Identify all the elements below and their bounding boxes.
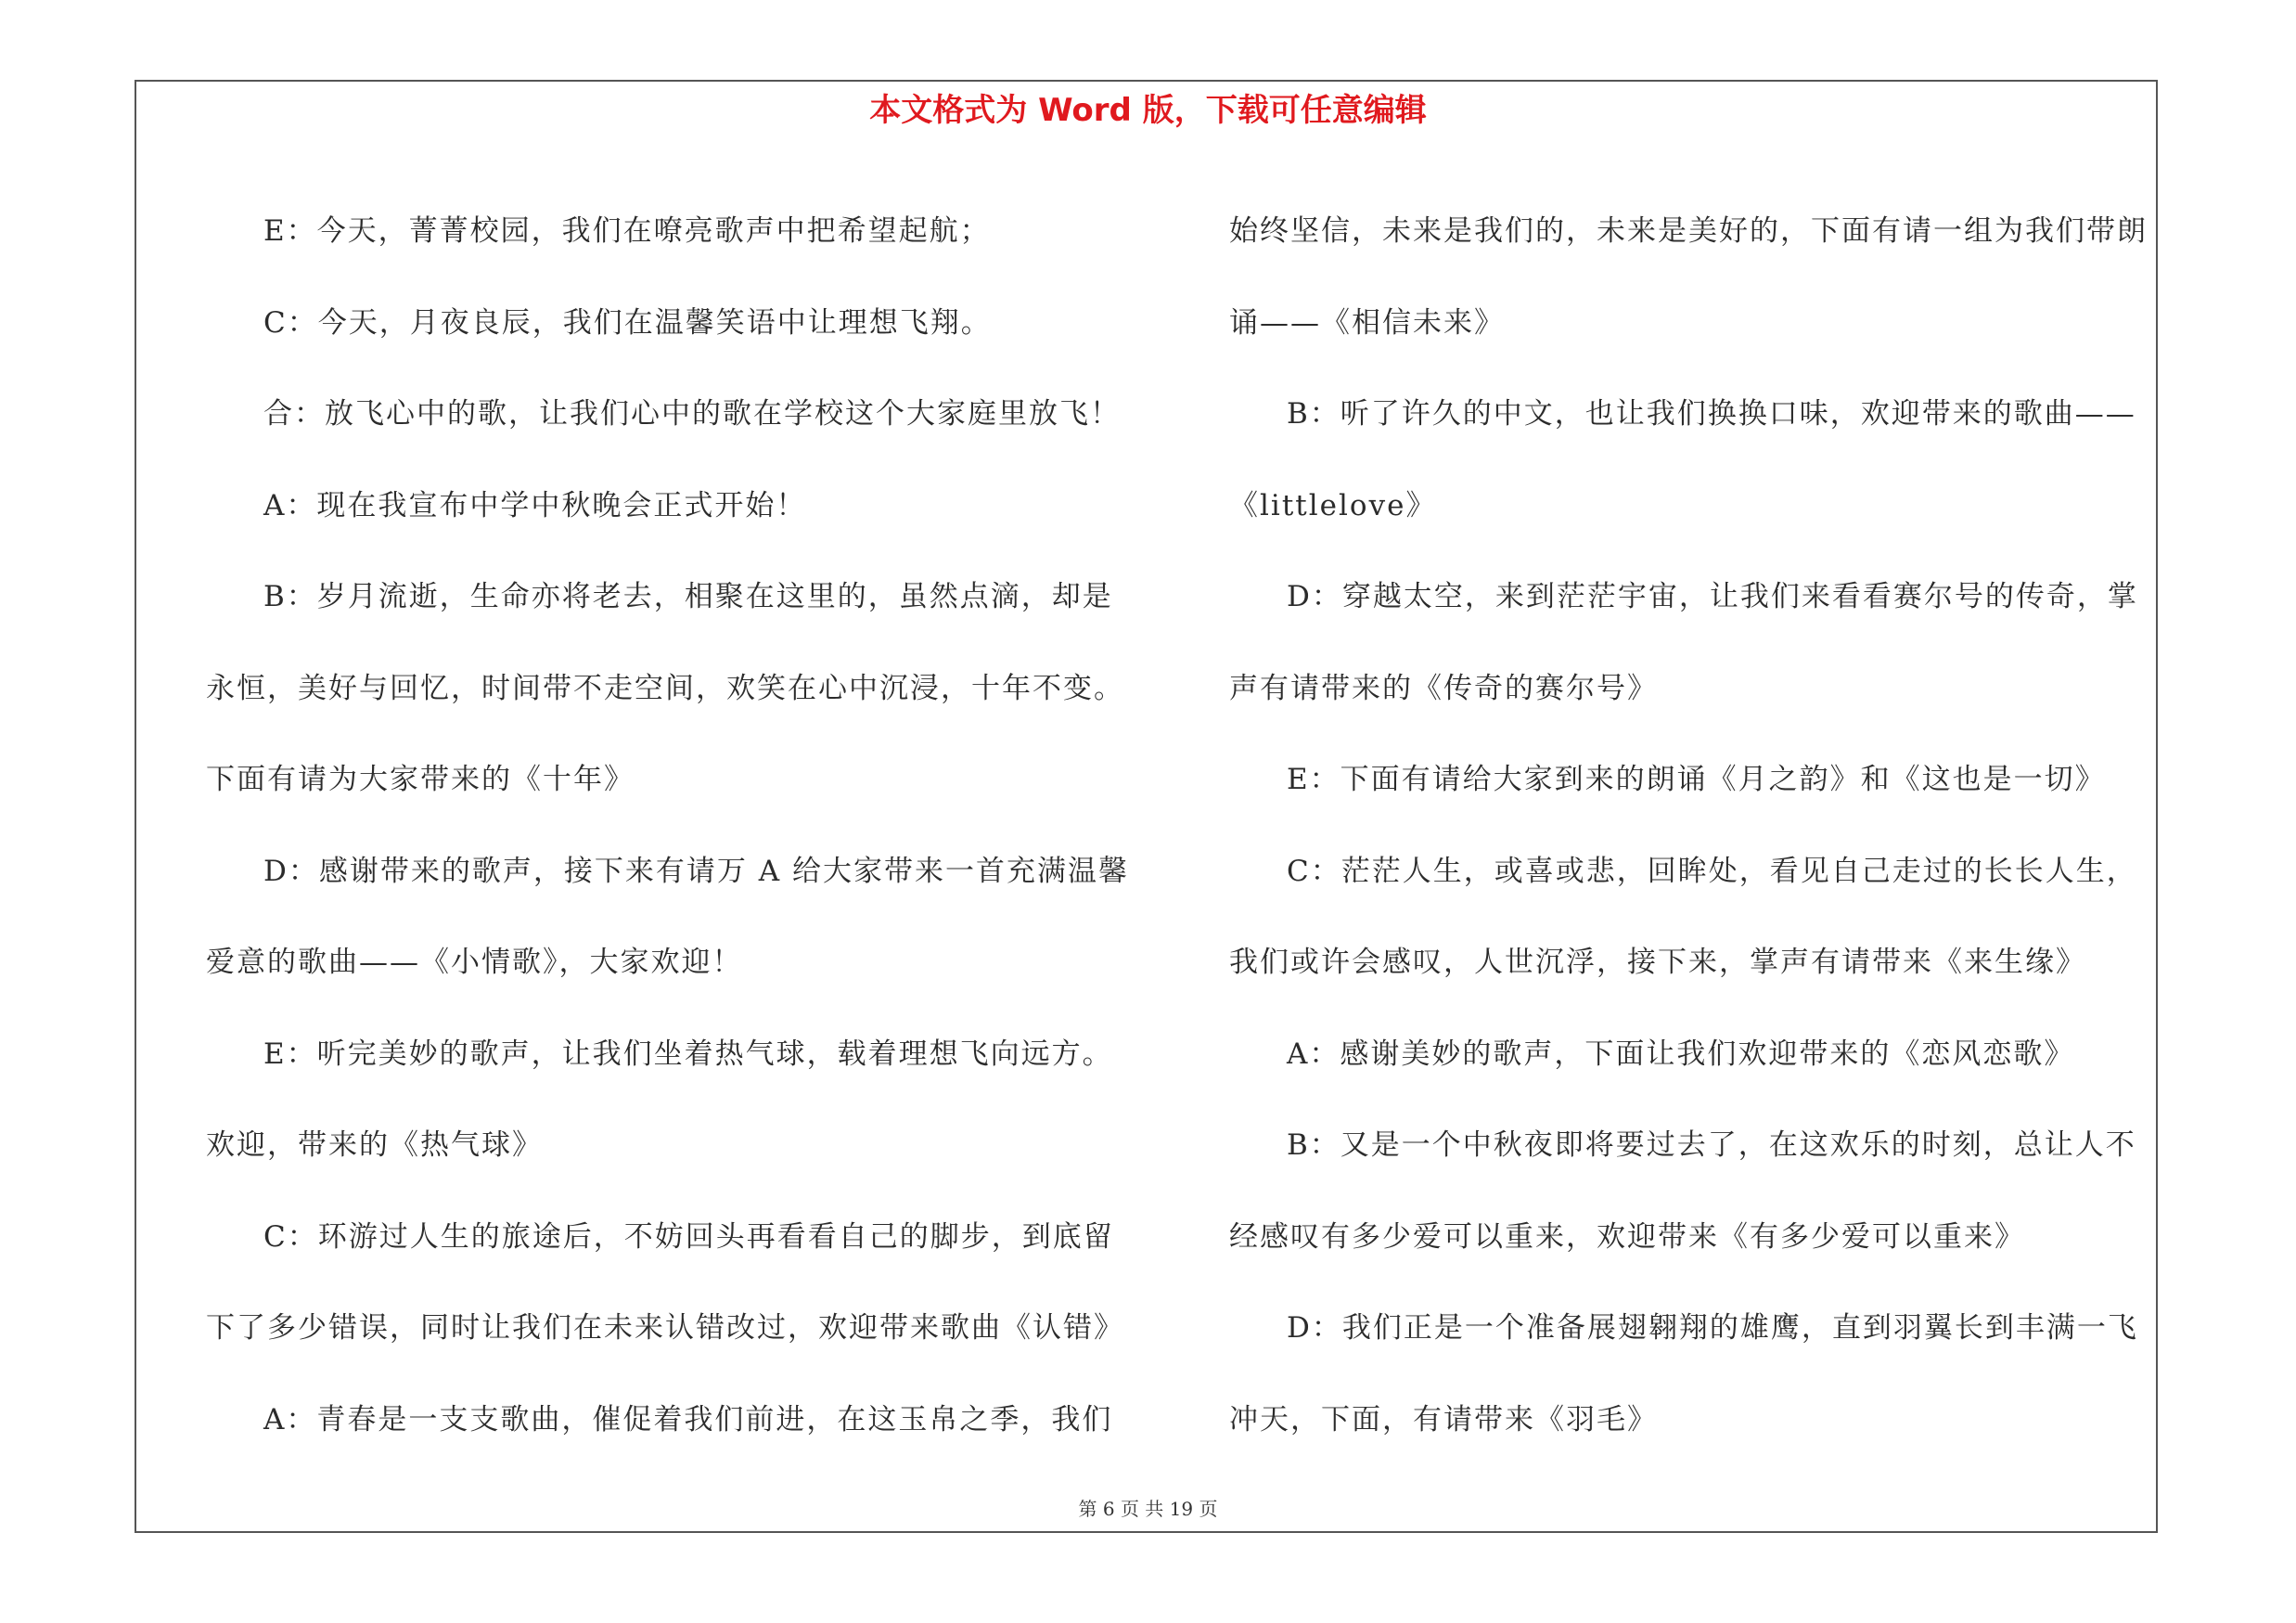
paragraph-line: D：感谢带来的歌声，接下来有请万 A 给大家带来一首充满温馨 [263, 854, 1129, 888]
paragraph-line: B：岁月流逝，生命亦将老去，相聚在这里的，虽然点滴，却是 [263, 580, 1113, 613]
paragraph-line: 下面有请为大家带来的《十年》 [206, 763, 635, 796]
paragraph-line: B：听了许久的中文，也让我们换换口味，欢迎带来的歌曲—— [1287, 397, 2136, 431]
paragraph-line: 爱意的歌曲——《小情歌》，大家欢迎！ [206, 946, 743, 979]
paragraph-line: 《littlelove》 [1229, 488, 1437, 522]
paragraph-line: C：环游过人生的旅途后，不妨回头再看看自己的脚步，到底留 [263, 1219, 1114, 1254]
format-banner: 本文格式为 Word 版，下载可任意编辑 [869, 92, 1427, 129]
paragraph-line: 诵——《相信未来》 [1229, 305, 1505, 340]
paragraph-line: D：穿越太空，来到茫茫宇宙，让我们来看看赛尔号的传奇，掌 [1287, 580, 2138, 613]
paragraph-line: 下了多少错误，同时让我们在未来认错改过，欢迎带来歌曲《认错》 [206, 1311, 1124, 1345]
paragraph-line: 我们或许会感叹，人世沉浮，接下来，掌声有请带来《来生缘》 [1229, 946, 2086, 979]
paragraph-line: A：现在我宣布中学中秋晚会正式开始！ [263, 488, 807, 522]
paragraph-line: C：今天，月夜良辰，我们在温馨笑语中让理想飞翔。 [263, 305, 992, 340]
page-number: 第 6 页 共 19 页 [1078, 1498, 1218, 1520]
right-text-column [1229, 186, 2148, 1465]
paragraph-line: 永恒，美好与回忆，时间带不走空间，欢笑在心中沉浸，十年不变。 [206, 671, 1124, 705]
paragraph-line: E：今天，菁菁校园，我们在嘹亮歌声中把希望起航； [263, 214, 991, 248]
left-text-column [206, 186, 1143, 1465]
paragraph-line: C：茫茫人生，或喜或悲，回眸处，看见自己走过的长长人生， [1287, 854, 2137, 888]
paragraph-line: 经感叹有多少爱可以重来，欢迎带来《有多少爱可以重来》 [1229, 1219, 2025, 1254]
paragraph-line: E：听完美妙的歌声，让我们坐着热气球，载着理想飞向远方。 [263, 1037, 1113, 1071]
paragraph-line: E：下面有请给大家到来的朗诵《月之韵》和《这也是一切》 [1287, 763, 2106, 796]
paragraph-line: D：我们正是一个准备展翅翱翔的雄鹰，直到羽翼长到丰满一飞 [1287, 1311, 2138, 1345]
paragraph-line: 欢迎，带来的《热气球》 [206, 1128, 543, 1162]
paragraph-line: 合：放飞心中的歌，让我们心中的歌在学校这个大家庭里放飞！ [263, 397, 1121, 431]
paragraph-line: B：又是一个中秋夜即将要过去了，在这欢乐的时刻，总让人不 [1287, 1128, 2136, 1162]
paragraph-line: 声有请带来的《传奇的赛尔号》 [1229, 671, 1658, 705]
paragraph-line: A：青春是一支支歌曲，催促着我们前进，在这玉帛之季，我们 [263, 1402, 1113, 1436]
paragraph-line: A：感谢美妙的歌声，下面让我们欢迎带来的《恋风恋歌》 [1287, 1037, 2075, 1071]
paragraph-line: 冲天，下面，有请带来《羽毛》 [1229, 1402, 1658, 1436]
paragraph-line: 始终坚信，未来是我们的，未来是美好的，下面有请一组为我们带朗 [1229, 214, 2148, 248]
